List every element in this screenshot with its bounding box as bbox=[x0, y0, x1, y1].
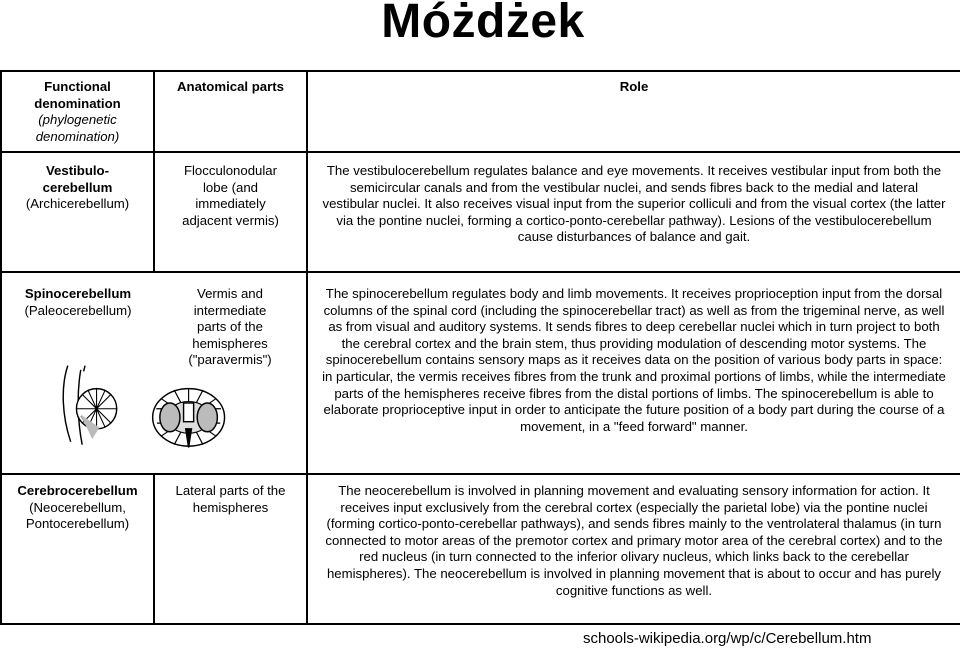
dorsal-view-drawing bbox=[153, 389, 225, 448]
anatomical-cell: Lateral parts of the hemispheres bbox=[154, 474, 307, 624]
role-cell: The spinocerebellum regulates body and limb movements. It receives proprioception input from the dorsal columns of the spinal cord (including the spinocerebellar tract) as well as from the trigeminal nerve, as well as from visual and auditory systems. It sends fibres to deep cerebellar nuclei which in turn project to both the cerebral cortex and the brain stem, thus providing modulation of descending motor systems. The spinocerebellum contains sensory maps as it receives data on the position of various body parts in space: in particular, the vermis receives fibres from the trunk and proximal portions of limbs, while the intermediate parts of the hemispheres receive fibres from the distal portions of limbs. The spinocerebellum is able to elaborate proprioceptive input in order to anticipate the future position of a body part during the course of a movement, in a "feed forward" manner. bbox=[307, 272, 960, 474]
table-header-row bbox=[1, 71, 960, 152]
anatomical-cell: Flocculonodular lobe (and immediately adjacent vermis) bbox=[154, 152, 307, 272]
sagittal-section-drawing bbox=[63, 366, 116, 445]
header-functional: Functional denomination (phylogenetic denomination) bbox=[1, 71, 154, 152]
functional-cell: Spinocerebellum (Paleocerebellum) bbox=[2, 286, 154, 369]
cerebellum-table bbox=[0, 70, 960, 625]
table-row bbox=[1, 152, 960, 272]
anatomical-cell: Vermis and intermediate parts of the hemispheres ("paravermis") bbox=[188, 286, 272, 368]
header-anatomical: Anatomical parts bbox=[154, 71, 307, 152]
phylo-name: (Neocerebellum, Pontocerebellum) bbox=[25, 499, 130, 532]
spino-merged-cell bbox=[1, 272, 307, 474]
role-cell: The neocerebellum is involved in planning movement and evaluating sensory information for action. It receives input exclusively from the cerebral cortex (especially the parietal lobe) via the pontine nuclei (forming cortico-ponto-cerebellar pathways), and sends fibres mainly to the ventrolateral thalamus (in turn connected to motor areas of the premotor cortex and primary motor area of the cerebral cortex) and to the red nucleus (in turn connected to the inferior olivary nucleus, which links back to the cerebellar hemispheres). The neocerebellum is involved in planning movement that is about to occur and has purely cognitive functions as well. bbox=[307, 474, 960, 624]
functional-cell: Vestibulo-cerebellum (Archicerebellum) bbox=[1, 152, 154, 272]
cerebellum-drawings bbox=[52, 341, 272, 465]
phylo-name: (Archicerebellum) bbox=[25, 196, 130, 212]
table-row bbox=[1, 272, 960, 474]
header-role: Role bbox=[307, 71, 960, 152]
page-title: Móżdżek bbox=[381, 0, 585, 48]
source-url: schools-wikipedia.org/wp/c/Cerebellum.htm bbox=[583, 630, 872, 647]
functional-cell: Cerebrocerebellum (Neocerebellum, Pontocerebellum) bbox=[1, 474, 154, 624]
table-row bbox=[1, 474, 960, 624]
role-cell: The vestibulocerebellum regulates balance and eye movements. It receives vestibular input from both the semicircular canals and from the vestibular nuclei, and sends fibres back to the medial and lateral vestibular nuclei. It also receives visual input from the superior colliculi and from the visual cortex (the latter via the pontine nuclei, forming a cortico-ponto-cerebellar pathway). Lesions of the vestibulocerebellum cause disturbances of balance and gait. bbox=[307, 152, 960, 272]
phylo-name: (Paleocerebellum) bbox=[24, 302, 132, 318]
